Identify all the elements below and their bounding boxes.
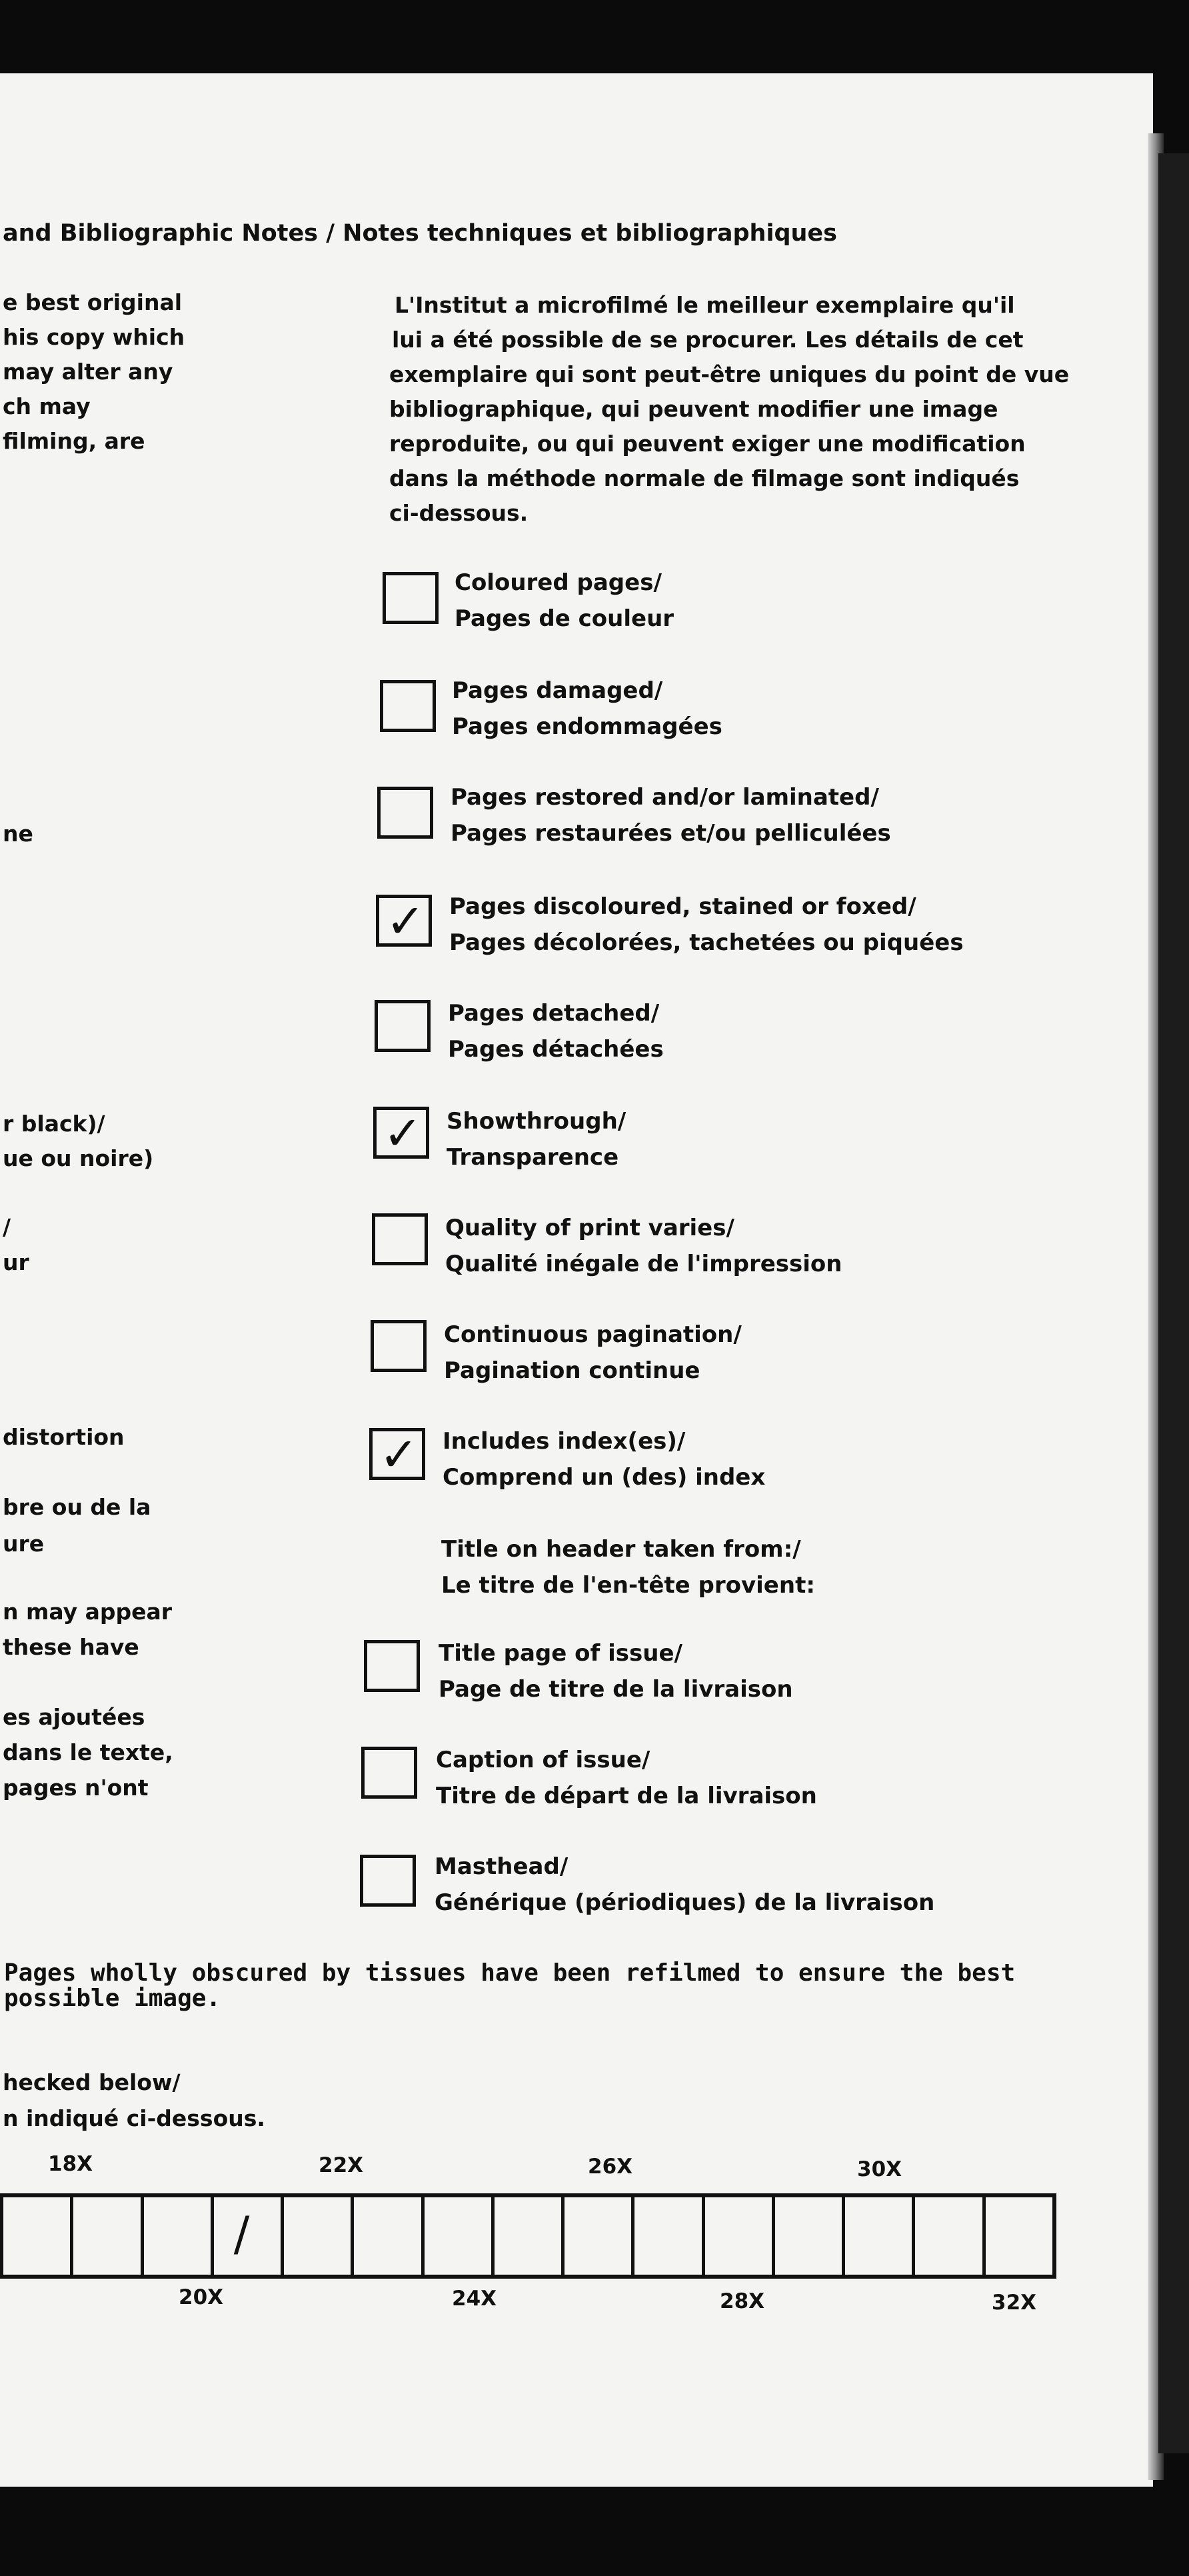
item-label-fr: Pagination continue bbox=[444, 1357, 700, 1384]
reduction-line: n indiqué ci-dessous. bbox=[3, 2105, 265, 2131]
left-fragment: ue ou noire) bbox=[3, 1145, 154, 1171]
left-fragment: ur bbox=[3, 1249, 29, 1275]
scale-cell bbox=[0, 2197, 70, 2275]
scale-label-bottom: 32X bbox=[992, 2291, 1037, 2315]
intro-line: dans la méthode normale de filmage sont indiqués bbox=[389, 465, 1020, 491]
left-fragment: distortion bbox=[3, 1424, 125, 1450]
item-label-fr: Pages de couleur bbox=[455, 605, 674, 632]
reduction-line: hecked below/ bbox=[3, 2069, 181, 2095]
item-label-fr: Titre de départ de la livraison bbox=[436, 1783, 817, 1809]
scale-cell bbox=[211, 2197, 281, 2275]
page-shadow bbox=[1158, 153, 1189, 2453]
scale-label-bottom: 24X bbox=[452, 2287, 497, 2311]
intro-line: ci-dessous. bbox=[389, 500, 529, 526]
scale-cell bbox=[982, 2197, 1052, 2275]
checkbox[interactable] bbox=[360, 1855, 416, 1907]
left-fragment: dans le texte, bbox=[3, 1739, 173, 1765]
scale-label-bottom: 20X bbox=[179, 2285, 224, 2309]
item-label-fr: Pages décolorées, tachetées ou piquées bbox=[449, 929, 964, 956]
note-line: possible image. bbox=[4, 1985, 221, 2012]
scale-cell bbox=[912, 2197, 982, 2275]
scale-cell bbox=[141, 2197, 211, 2275]
scale-cell bbox=[631, 2197, 701, 2275]
left-fragment: n may appear bbox=[3, 1599, 173, 1625]
item-label-en: Pages damaged/ bbox=[452, 677, 663, 704]
scale-cell bbox=[491, 2197, 561, 2275]
item-label-fr: Pages endommagées bbox=[452, 713, 722, 740]
item-label-fr: Pages détachées bbox=[448, 1036, 664, 1063]
left-fragment: may alter any bbox=[3, 359, 173, 385]
item-label-fr: Page de titre de la livraison bbox=[439, 1676, 793, 1703]
scale-label-top: 26X bbox=[588, 2155, 633, 2179]
scale-cell bbox=[772, 2197, 842, 2275]
item-label-en: Continuous pagination/ bbox=[444, 1321, 742, 1348]
checkbox-checked[interactable] bbox=[369, 1428, 425, 1480]
checkbox[interactable] bbox=[361, 1747, 417, 1799]
item-label-fr: Transparence bbox=[447, 1144, 619, 1171]
intro-line: reproduite, ou qui peuvent exiger une modification bbox=[389, 431, 1026, 457]
scale-cell bbox=[561, 2197, 631, 2275]
item-label-fr: Comprend un (des) index bbox=[443, 1464, 766, 1491]
item-label-en: Showthrough/ bbox=[447, 1108, 626, 1135]
header-source-en: Title on header taken from:/ bbox=[441, 1536, 801, 1563]
checkbox[interactable] bbox=[380, 680, 436, 732]
item-label-fr: Qualité inégale de l'impression bbox=[445, 1251, 842, 1277]
intro-line: lui a été possible de se procurer. Les détails de cet bbox=[392, 327, 1024, 353]
checkbox[interactable] bbox=[364, 1640, 420, 1692]
note-line: Pages wholly obscured by tissues have been refilmed to ensure the best bbox=[4, 1959, 1016, 1987]
scale-cell bbox=[281, 2197, 351, 2275]
scale-label-bottom: 28X bbox=[720, 2289, 765, 2313]
item-label-en: Pages detached/ bbox=[448, 1000, 660, 1027]
checkbox-checked[interactable] bbox=[376, 895, 432, 947]
scale-cell bbox=[842, 2197, 912, 2275]
scale-cell bbox=[421, 2197, 491, 2275]
left-fragment: ne bbox=[3, 821, 33, 847]
grid-mark: / bbox=[233, 2207, 250, 2261]
left-fragment: ch may bbox=[3, 393, 91, 419]
item-label-en: Includes index(es)/ bbox=[443, 1428, 686, 1455]
left-fragment: / bbox=[3, 1214, 11, 1240]
checkbox-checked[interactable] bbox=[373, 1107, 429, 1159]
item-label-fr: Générique (périodiques) de la livraison bbox=[435, 1889, 935, 1916]
checkbox[interactable] bbox=[371, 1320, 427, 1372]
scale-label-top: 22X bbox=[319, 2153, 364, 2177]
scale-label-top: 30X bbox=[857, 2157, 902, 2181]
scale-label-top: 18X bbox=[48, 2152, 93, 2176]
item-label-en: Title page of issue/ bbox=[439, 1640, 682, 1667]
checkbox[interactable] bbox=[377, 787, 433, 839]
intro-line: exemplaire qui sont peut-être uniques du point de vue bbox=[389, 361, 1070, 387]
item-label-en: Pages restored and/or laminated/ bbox=[451, 784, 879, 811]
checkbox[interactable] bbox=[372, 1213, 428, 1265]
item-label-en: Masthead/ bbox=[435, 1853, 569, 1880]
left-fragment: his copy which bbox=[3, 324, 185, 350]
item-label-en: Caption of issue/ bbox=[436, 1747, 650, 1773]
left-fragment: ure bbox=[3, 1531, 45, 1557]
left-fragment: pages n'ont bbox=[3, 1775, 149, 1801]
checkbox[interactable] bbox=[383, 572, 439, 624]
section-header: and Bibliographic Notes / Notes techniques et bibliographiques bbox=[3, 220, 838, 247]
checkbox[interactable] bbox=[375, 1000, 431, 1052]
left-fragment: bre ou de la bbox=[3, 1494, 151, 1520]
item-label-en: Coloured pages/ bbox=[455, 569, 662, 596]
item-label-en: Quality of print varies/ bbox=[445, 1215, 734, 1241]
left-fragment: r black)/ bbox=[3, 1111, 105, 1137]
intro-line: bibliographique, qui peuvent modifier une image bbox=[389, 396, 998, 422]
scale-cell bbox=[70, 2197, 140, 2275]
left-fragment: these have bbox=[3, 1634, 139, 1660]
check-mark-icon: ✓ bbox=[383, 1106, 423, 1161]
reduction-scale-grid bbox=[0, 2193, 1056, 2279]
left-fragment: e best original bbox=[3, 289, 183, 315]
left-fragment: es ajoutées bbox=[3, 1704, 145, 1730]
item-label-en: Pages discoloured, stained or foxed/ bbox=[449, 893, 916, 920]
scale-cell bbox=[702, 2197, 772, 2275]
check-mark-icon: ✓ bbox=[379, 1427, 419, 1482]
scale-cell bbox=[351, 2197, 421, 2275]
check-mark-icon: ✓ bbox=[386, 894, 425, 949]
left-fragment: filming, are bbox=[3, 428, 145, 454]
intro-line: L'Institut a microfilmé le meilleur exemplaire qu'il bbox=[395, 292, 1015, 318]
item-label-fr: Pages restaurées et/ou pelliculées bbox=[451, 820, 891, 847]
header-source-fr: Le titre de l'en-tête provient: bbox=[441, 1572, 815, 1599]
